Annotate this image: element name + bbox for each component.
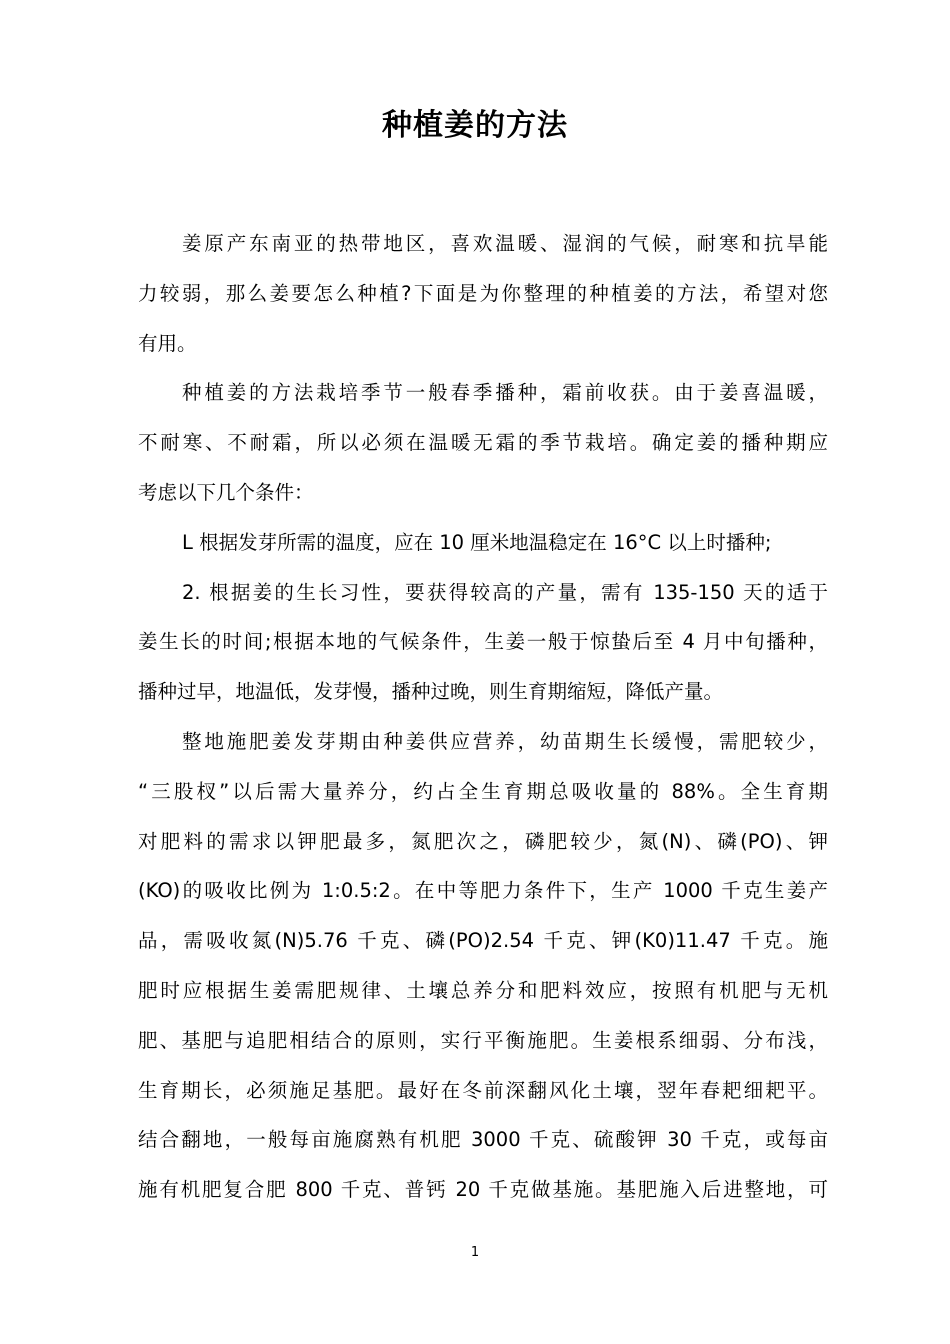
paragraph-line: 不耐寒、不耐霜，所以必须在温暖无霜的季节栽培。确定姜的播种期应 [138, 431, 828, 455]
paragraph-line: 肥时应根据生姜需肥规律、土壤总养分和肥料效应，按照有机肥与无机 [138, 978, 828, 1002]
paragraph-line: 生育期长，必须施足基肥。最好在冬前深翻风化土壤，翌年春耙细耙平。 [138, 1078, 828, 1102]
paragraph-line: 种植姜的方法栽培季节一般春季播种，霜前收获。由于姜喜温暖， [182, 381, 828, 405]
paragraph-line: 施有机肥复合肥 800 千克、普钙 20 千克做基施。基肥施入后进整地，可 [138, 1178, 828, 1202]
paragraph-line: 整地施肥姜发芽期由种姜供应营养，幼苗期生长缓慢，需肥较少， [182, 729, 828, 753]
paragraph-line: 姜原产东南亚的热带地区，喜欢温暖、湿润的气候，耐寒和抗旱能 [182, 232, 828, 255]
paragraph-line: 肥、基肥与追肥相结合的原则，实行平衡施肥。生姜根系细弱、分布浅， [138, 1028, 828, 1052]
paragraph-line: 品，需吸收氮(N)5.76 千克、磷(PO)2.54 千克、钾(K0)11.47 千克。施 [138, 929, 828, 953]
paragraph-line: 对肥料的需求以钾肥最多，氮肥次之，磷肥较少，氮(N)、磷(PO)、钾 [138, 829, 828, 853]
paragraph-line: 播种过早，地温低，发芽慢，播种过晚，则生育期缩短，降低产量。 [138, 680, 724, 704]
paragraph-line: 考虑以下几个条件： [138, 480, 314, 504]
page-number: 1 [470, 1245, 480, 1260]
paragraph-line: 有用。 [138, 331, 197, 355]
paragraph-line: “三股杈”以后需大量养分，约占全生育期总吸收量的 88%。全生育期 [138, 779, 828, 803]
paragraph-line: (KO)的吸收比例为 1:0.5:2。在中等肥力条件下，生产 1000 千克生姜产 [138, 879, 828, 903]
paragraph-line: 结合翻地，一般每亩施腐熟有机肥 3000 千克、硫酸钾 30 千克，或每亩 [138, 1128, 828, 1152]
paragraph-line: 力较弱，那么姜要怎么种植?下面是为你整理的种植姜的方法，希望对您 [138, 281, 828, 305]
document-body [138, 224, 828, 1220]
page-title: 种植姜的方法 [382, 108, 568, 143]
paragraph-line: L 根据发芽所需的温度，应在 10 厘米地温稳定在 16°C 以上时播种; [182, 530, 772, 554]
paragraph-line: 2. 根据姜的生长习性，要获得较高的产量，需有 135-150 天的适于 [182, 580, 828, 604]
paragraph-line: 姜生长的时间;根据本地的气候条件，生姜一般于惊蛰后至 4 月中旬播种， [138, 630, 828, 654]
